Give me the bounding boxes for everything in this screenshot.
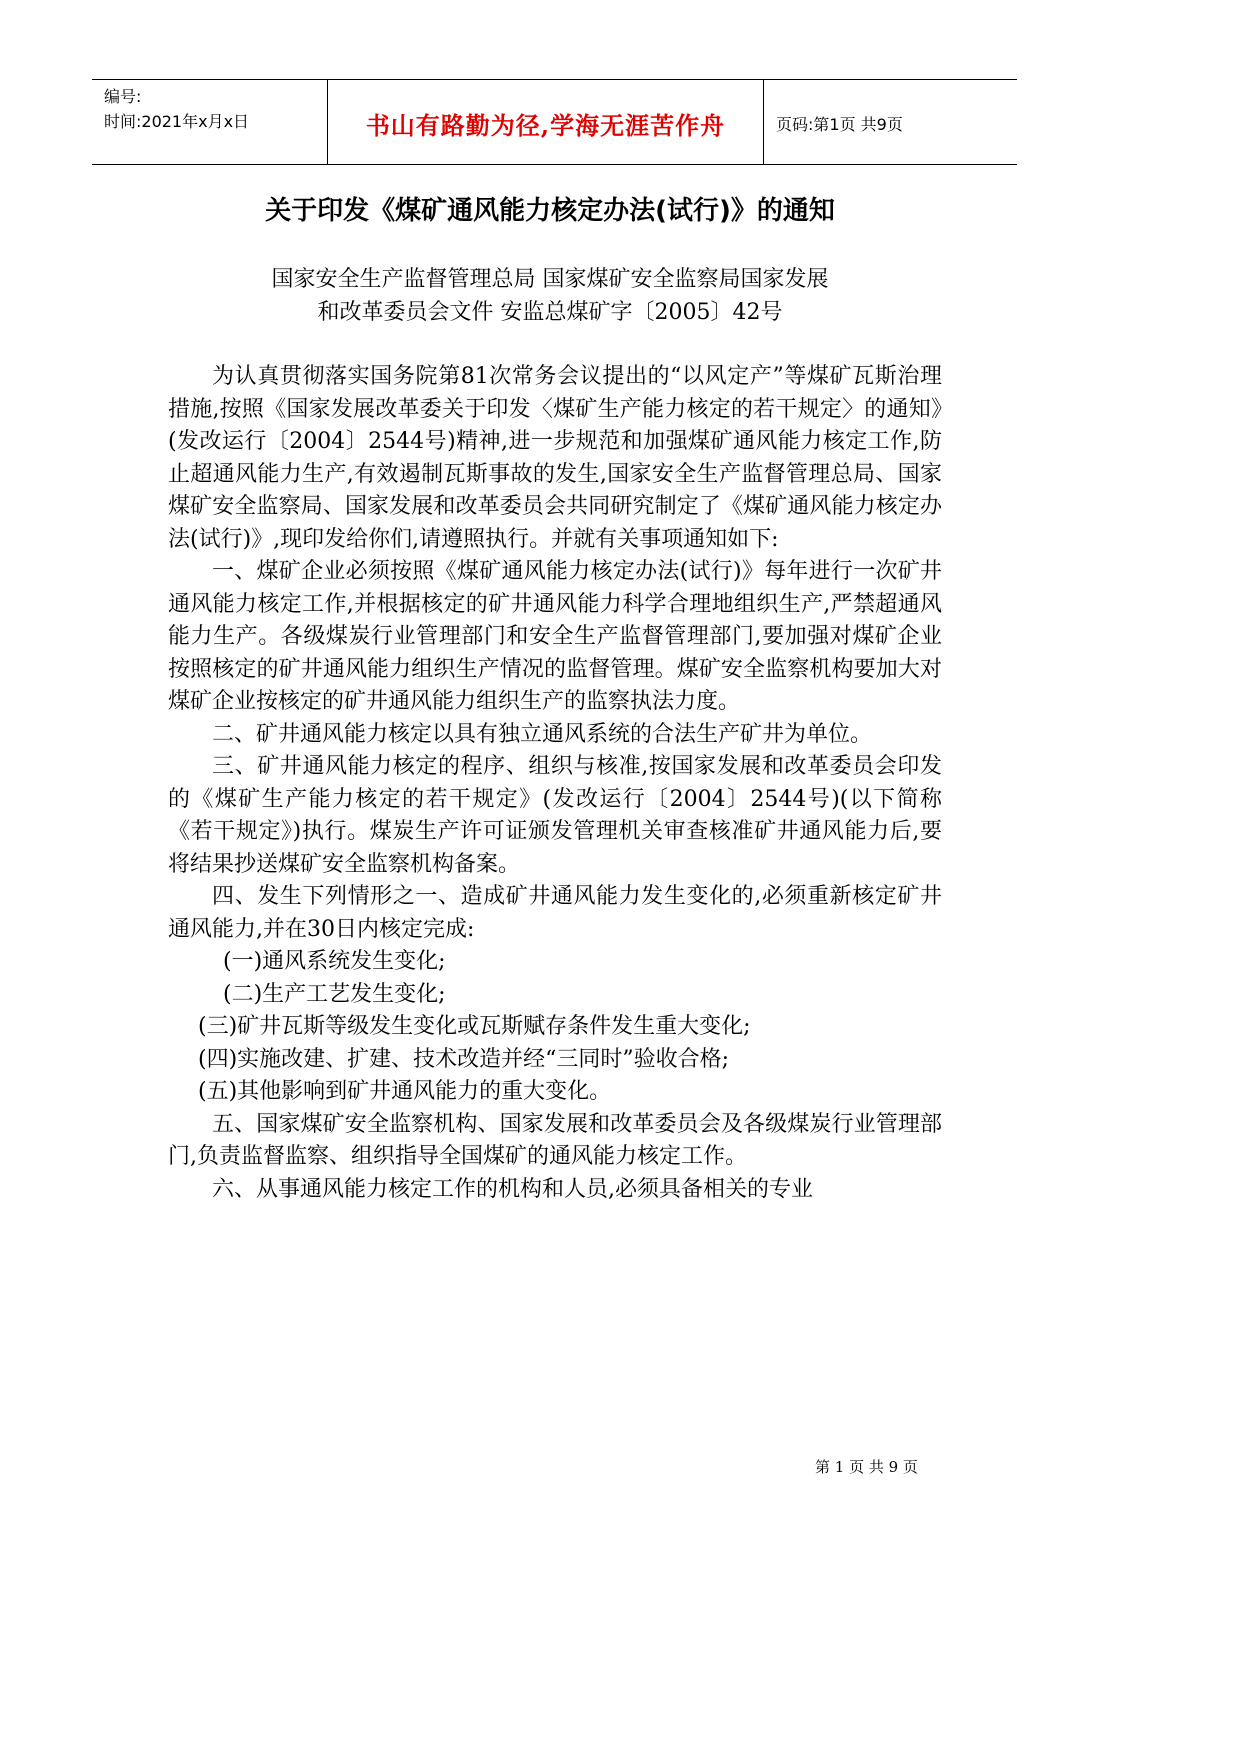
list-item: (五)其他影响到矿井通风能力的重大变化。 (198, 1079, 612, 1104)
body-paragraph: 六、从事通风能力核定工作的机构和人员,必须具备相关的专业 (212, 1176, 813, 1202)
document-number-label: 编号: (104, 87, 142, 106)
header-motto-cell (328, 80, 764, 164)
body-paragraph: 一、煤矿企业必须按照《煤矿通风能力核定办法(试行)》每年进行一次矿井通风能力核定工作,并根据核定的矿井通风能力科学合理地组织生产,严禁超通风能力生产。各级煤炭行业管理部门和安全生产监督管理部门,要加强对煤矿企业按照核定的矿井通风能力组织生产情况的监督管理。煤矿安全监察机构要加大对煤矿企业按核定的矿井通风能力组织生产的监察执法力度。 (168, 559, 942, 714)
body-paragraph: 为认真贯彻落实国务院第81次常务会议提出的“以风定产”等煤矿瓦斯治理措施,按照《国家发展改革委关于印发〈煤矿生产能力核定的若干规定〉的通知》(发改运行〔2004〕2544号)精神,进一步规范和加强煤矿通风能力核定工作,防止超通风能力生产,有效遏制瓦斯事故的发生,国家安全生产监督管理总局、国家煤矿安全监察局、国家发展和改革委员会共同研究制定了《煤矿通风能力核定办法(试行)》,现印发给你们,请遵照执行。并就有关事项通知如下: (168, 364, 942, 552)
page-footer: 第 1 页 共 9 页 (815, 1458, 918, 1476)
document-title: 关于印发《煤矿通风能力核定办法(试行)》的通知 (265, 196, 835, 226)
header-page-cell (764, 80, 1017, 164)
header-motto: 书山有路勤为径,学海无涯苦作舟 (365, 111, 726, 140)
document-time-label: 时间:2021年x月x日 (104, 112, 250, 131)
body-paragraph: 四、发生下列情形之一、造成矿井通风能力发生变化的,必须重新核定矿井通风能力,并在30日内核定完成: (168, 884, 942, 942)
document-body (168, 361, 942, 1206)
issuer-line-1: 国家安全生产监督管理总局 国家煤矿安全监察局国家发展 (271, 267, 829, 292)
header-meta-cell (92, 80, 328, 164)
body-paragraph: 二、矿井通风能力核定以具有独立通风系统的合法生产矿井为单位。 (212, 721, 873, 747)
issuer-line-2: 和改革委员会文件 安监总煤矿字〔2005〕42号 (317, 300, 783, 325)
list-item: (二)生产工艺发生变化; (223, 981, 446, 1007)
body-paragraph: 五、国家煤矿安全监察机构、国家发展和改革委员会及各级煤炭行业管理部门,负责监督监察、组织指导全国煤矿的通风能力核定工作。 (168, 1111, 942, 1169)
document-header (92, 79, 1017, 165)
body-paragraph: 三、矿井通风能力核定的程序、组织与核准,按国家发展和改革委员会印发的《煤矿生产能力核定的若干规定》(发改运行〔2004〕2544号)(以下简称《若干规定》)执行。煤炭生产许可证颁发管理机关审查核准矿井通风能力后,要将结果抄送煤矿安全监察机构备案。 (168, 754, 942, 877)
list-item: (一)通风系统发生变化; (223, 949, 446, 974)
list-item: (四)实施改建、扩建、技术改造并经“三同时”验收合格; (198, 1046, 730, 1072)
list-item: (三)矿井瓦斯等级发生变化或瓦斯赋存条件发生重大变化; (198, 1014, 751, 1039)
header-page-info: 页码:第1页 共9页 (776, 115, 903, 134)
